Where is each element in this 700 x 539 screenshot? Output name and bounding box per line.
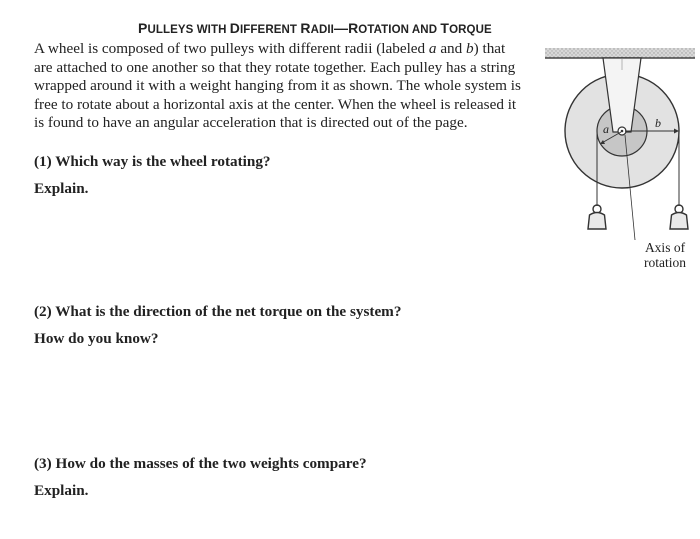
pulley-diagram: [545, 40, 695, 240]
weight-a: [588, 205, 606, 229]
axis-of-rotation-label: Axis of rotation: [644, 240, 686, 270]
radius-a-label: a: [603, 122, 609, 136]
weight-b: [670, 205, 688, 229]
question-1-prompt: (1) Which way is the wheel rotating?: [34, 153, 271, 170]
problem-description: A wheel is composed of two pulleys with different radii (labeled a and b) that are attached to one another so that they rotate together. Each pulley has a string wrapped around it with a weight hanging from it as shown. The whole system is free to rotate about a horizontal axis at the center. When the wheel is released it is found to have an angular acceleration that is directed out of the page.: [34, 40, 521, 131]
question-2-follow-up: How do you know?: [34, 330, 159, 347]
question-2-prompt: (2) What is the direction of the net torque on the system?: [34, 303, 402, 320]
question-3-prompt: (3) How do the masses of the two weights compare?: [34, 455, 367, 472]
question-1-follow-up: Explain.: [34, 180, 89, 197]
ceiling-support: [545, 48, 695, 58]
page-title: PULLEYS WITH DIFFERENT RADII—ROTATION AND TORQUE: [138, 20, 492, 36]
question-3-follow-up: Explain.: [34, 482, 89, 499]
radius-b-label: b: [655, 116, 661, 130]
